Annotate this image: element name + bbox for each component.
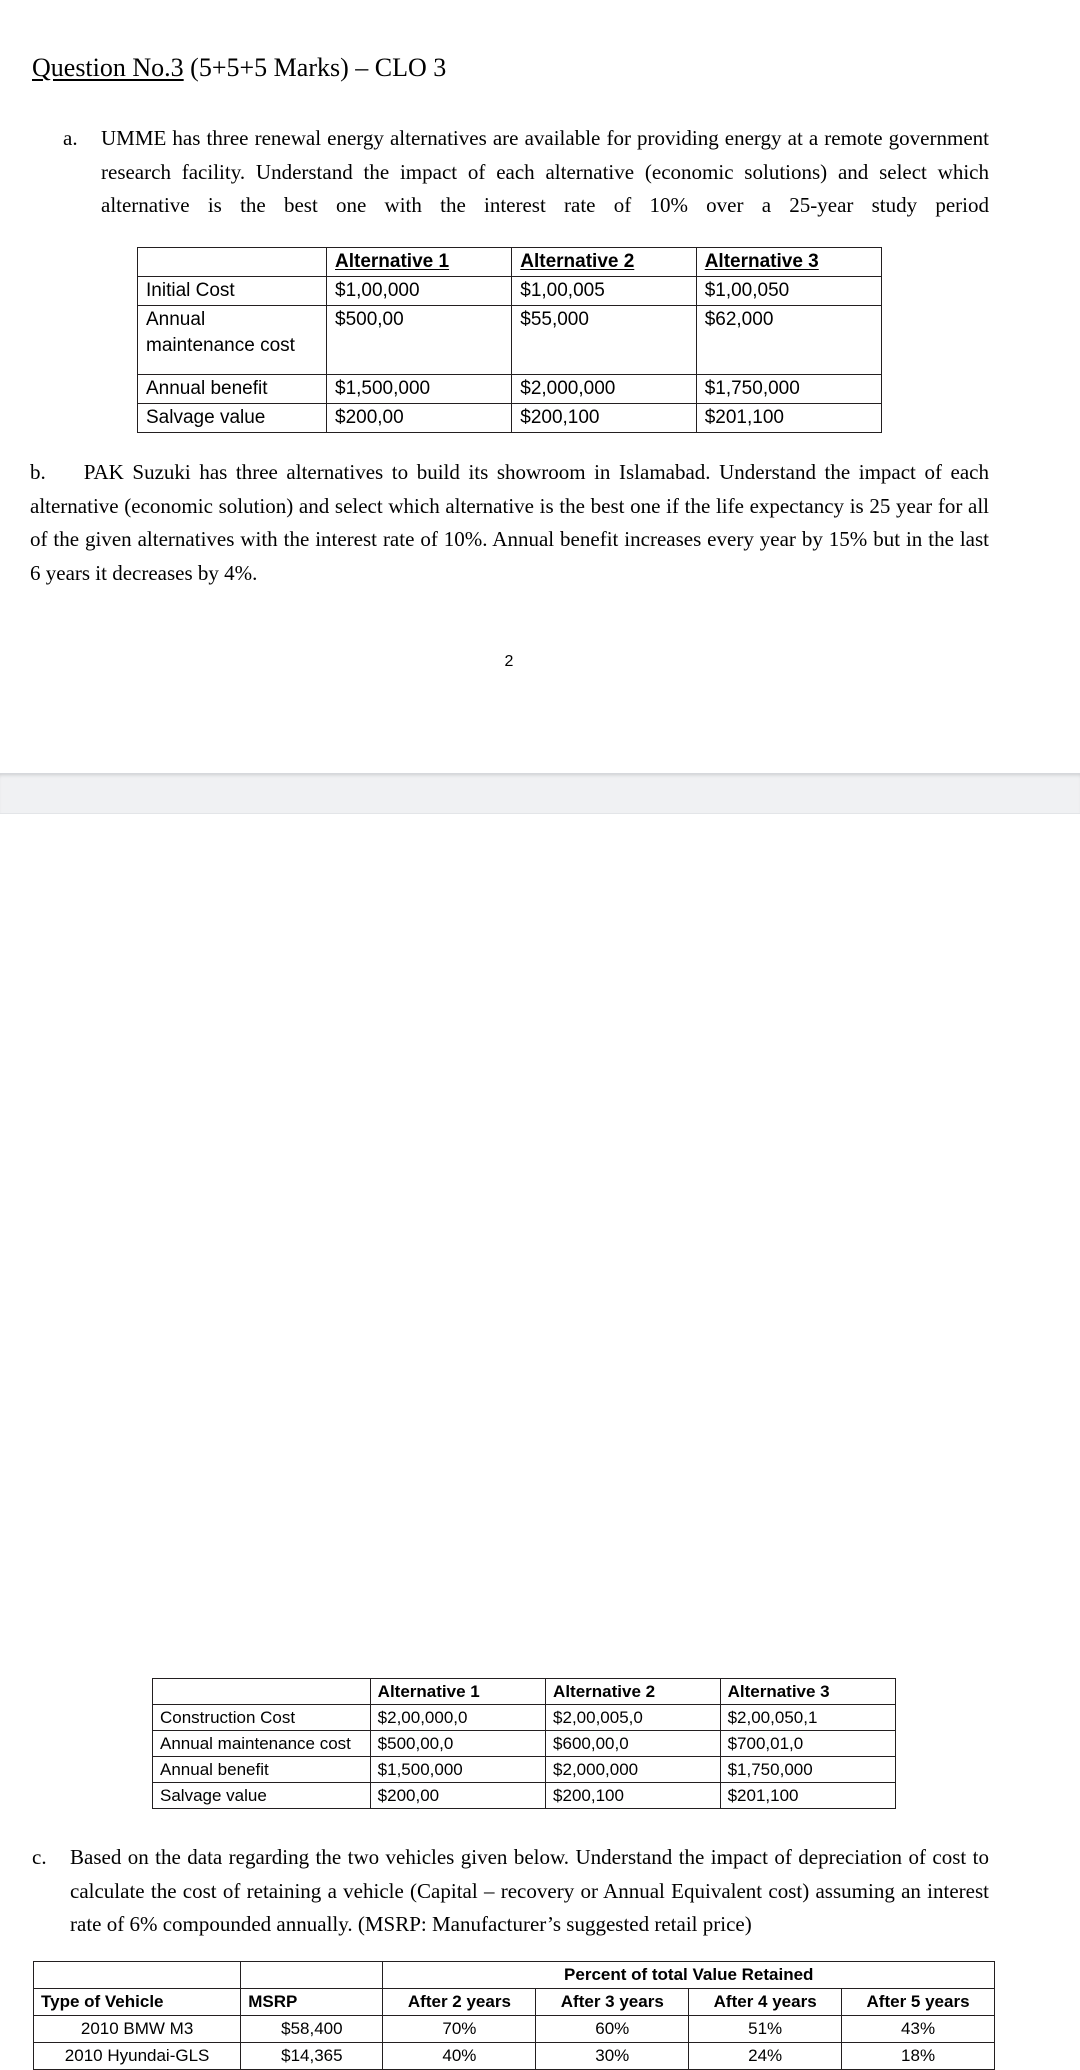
header-after-4-years: After 4 years — [689, 1989, 842, 2016]
row-label-salvage-value: Salvage value — [153, 1783, 371, 1809]
group-header-percent-value-retained: Percent of total Value Retained — [383, 1962, 995, 1989]
table-row — [153, 1731, 896, 1757]
cell-annual-maintenance-alt3: $62,000 — [696, 306, 881, 375]
header-after-5-years: After 5 years — [842, 1989, 995, 2016]
table-row — [34, 2043, 995, 2070]
question-item-a — [63, 122, 989, 256]
cell-vehicle-after-2-years: 40% — [383, 2043, 536, 2070]
cell-salvage-value-alt2: $200,100 — [512, 404, 696, 433]
cell-annual-maintenance-alt2: $600,00,0 — [546, 1731, 721, 1757]
cell-construction-cost-alt3: $2,00,050,1 — [720, 1705, 895, 1731]
question-title-rest: (5+5+5 Marks) – CLO 3 — [183, 53, 447, 82]
table-row-header — [138, 248, 882, 277]
cell-vehicle-name: 2010 BMW M3 — [34, 2016, 241, 2043]
cell-annual-maintenance-alt2: $55,000 — [512, 306, 696, 375]
table-row-header — [153, 1679, 896, 1705]
cell-salvage-value-alt3: $201,100 — [720, 1783, 895, 1809]
table-row — [138, 306, 882, 375]
table-row — [34, 2016, 995, 2043]
cell-initial-cost-alt1: $1,00,000 — [327, 277, 512, 306]
page-1 — [0, 0, 1080, 773]
row-label-annual-benefit: Annual benefit — [138, 375, 327, 404]
cell-vehicle-name: 2010 Hyundai-GLS — [34, 2043, 241, 2070]
header-alternative-2: Alternative 2 — [512, 248, 696, 277]
table-row — [138, 375, 882, 404]
header-alternative-3: Alternative 3 — [696, 248, 881, 277]
row-label-annual-maintenance-cost: Annual maintenance cost — [153, 1731, 371, 1757]
cell-salvage-value-alt2: $200,100 — [546, 1783, 721, 1809]
cell-initial-cost-alt2: $1,00,005 — [512, 277, 696, 306]
cell-annual-benefit-alt3: $1,750,000 — [720, 1757, 895, 1783]
header-alternative-3: Alternative 3 — [720, 1679, 895, 1705]
cell-vehicle-after-5-years: 43% — [842, 2016, 995, 2043]
item-b-marker: b. — [30, 460, 46, 484]
table-row-header — [34, 1989, 995, 2016]
row-label-annual-benefit: Annual benefit — [153, 1757, 371, 1783]
blank-cell-msrp — [241, 1962, 383, 1989]
cell-vehicle-msrp: $14,365 — [241, 2043, 383, 2070]
cell-annual-benefit-alt2: $2,000,000 — [512, 375, 696, 404]
cell-annual-maintenance-alt1: $500,00 — [327, 306, 512, 375]
row-label-annual-maintenance-cost: Annual maintenance cost — [138, 306, 327, 375]
cell-initial-cost-alt3: $1,00,050 — [696, 277, 881, 306]
question-title-underlined: Question No.3 — [32, 53, 184, 82]
cell-salvage-value-alt3: $201,100 — [696, 404, 881, 433]
row-label-initial-cost: Initial Cost — [138, 277, 327, 306]
item-b-text: PAK Suzuki has three alternatives to build its showroom in Islamabad. Understand the impact of each alternative (economic solution) and select which alternative is the best one if the life expectancy is 25 year for all of the given alternatives with the interest rate of 10%. Annual benefit increases every year by 15% but in the last 6 years it decreases by 4%. — [30, 460, 989, 585]
cell-annual-maintenance-alt3: $700,01,0 — [720, 1731, 895, 1757]
header-alternative-1: Alternative 1 — [370, 1679, 545, 1705]
cell-salvage-value-alt1: $200,00 — [370, 1783, 545, 1809]
cell-annual-benefit-alt2: $2,000,000 — [546, 1757, 721, 1783]
item-a-marker: a. — [63, 126, 78, 150]
table-vehicle-depreciation — [33, 1961, 995, 2070]
cell-vehicle-after-3-years: 60% — [536, 2016, 689, 2043]
table-row — [153, 1783, 896, 1809]
cell-vehicle-msrp: $58,400 — [241, 2016, 383, 2043]
table-row — [153, 1757, 896, 1783]
header-after-3-years: After 3 years — [536, 1989, 689, 2016]
page-title — [32, 52, 446, 83]
cell-annual-benefit-alt1: $1,500,000 — [370, 1757, 545, 1783]
cell-vehicle-after-2-years: 70% — [383, 2016, 536, 2043]
cell-annual-benefit-alt1: $1,500,000 — [327, 375, 512, 404]
corner-cell — [153, 1679, 371, 1705]
question-item-c — [32, 1841, 989, 1942]
header-after-2-years: After 2 years — [383, 1989, 536, 2016]
cell-vehicle-after-4-years: 51% — [689, 2016, 842, 2043]
table-row — [138, 404, 882, 433]
header-type-of-vehicle: Type of Vehicle — [34, 1989, 241, 2016]
header-alternative-2: Alternative 2 — [546, 1679, 721, 1705]
row-label-salvage-value: Salvage value — [138, 404, 327, 433]
cell-vehicle-after-4-years: 24% — [689, 2043, 842, 2070]
item-a-text: UMME has three renewal energy alternatives are available for providing energy at a remote government research facility. Understand the impact of each alternative (economic solutions) and select which alternative is the best one with the interest rate of 10% over a 25-year study period — [101, 126, 989, 217]
table-row — [138, 277, 882, 306]
cell-construction-cost-alt2: $2,00,005,0 — [546, 1705, 721, 1731]
corner-cell — [138, 248, 327, 277]
cell-vehicle-after-5-years: 18% — [842, 2043, 995, 2070]
table-row — [153, 1705, 896, 1731]
table-alternatives-energy — [137, 247, 882, 433]
row-label-construction-cost: Construction Cost — [153, 1705, 371, 1731]
table-row-group-header — [34, 1962, 995, 1989]
item-c-text: Based on the data regarding the two vehicles given below. Understand the impact of depreciation of cost to calculate the cost of retaining a vehicle (Capital – recovery or Annual Equivalent cost) assuming an interest rate of 6% compounded annually. (MSRP: Manufacturer’s suggested retail price) — [70, 1845, 989, 1936]
cell-salvage-value-alt1: $200,00 — [327, 404, 512, 433]
cell-annual-benefit-alt3: $1,750,000 — [696, 375, 881, 404]
header-alternative-1: Alternative 1 — [327, 248, 512, 277]
page-break-separator — [0, 773, 1080, 814]
cell-vehicle-after-3-years: 30% — [536, 2043, 689, 2070]
cell-annual-maintenance-alt1: $500,00,0 — [370, 1731, 545, 1757]
cell-construction-cost-alt1: $2,00,000,0 — [370, 1705, 545, 1731]
blank-cell-vehicle — [34, 1962, 241, 1989]
page-number: 2 — [504, 653, 514, 670]
item-c-marker: c. — [32, 1845, 47, 1869]
question-item-b — [30, 456, 989, 590]
header-msrp: MSRP — [241, 1989, 383, 2016]
table-alternatives-showroom — [152, 1678, 896, 1809]
